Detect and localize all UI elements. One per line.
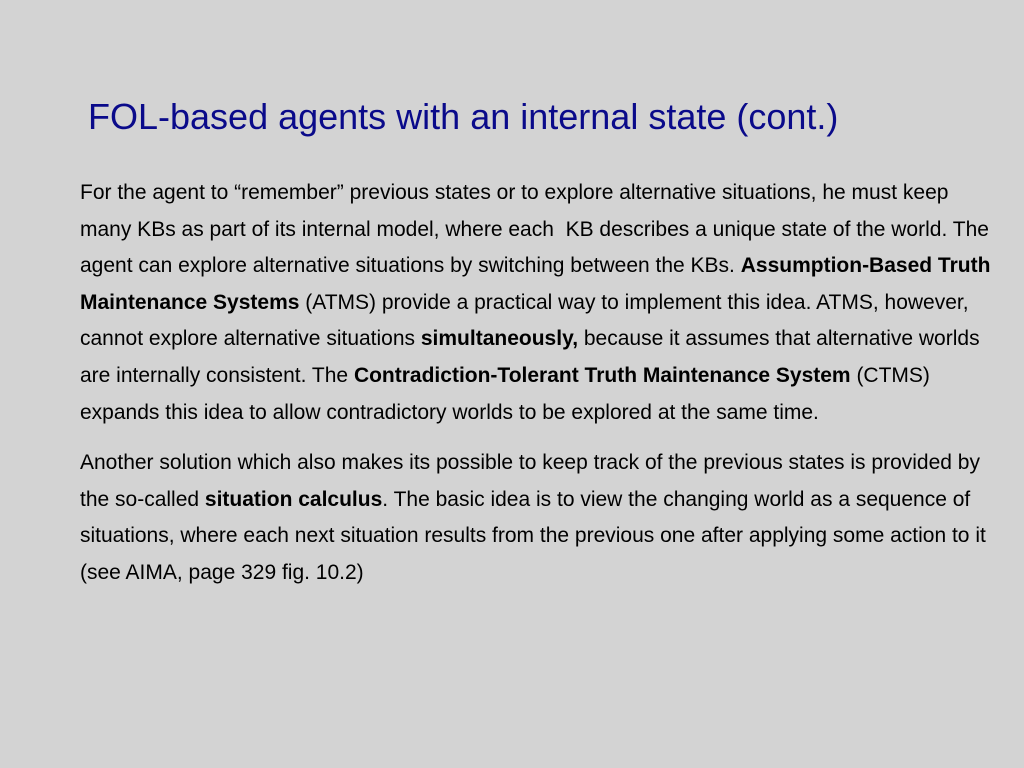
text-run: because it assumes that alternative worlds are internally consistent. The <box>80 327 980 387</box>
paragraph-atms <box>80 175 992 431</box>
text-run: For the agent to “remember” previous states or to explore alternative situations, he must keep many KBs as part of its internal model, where each KB describes a unique state of the world. The agent can explore alternative situations by switching between the KBs. <box>80 181 989 278</box>
bold-term-situation-calculus: situation calculus <box>204 487 383 511</box>
slide-body <box>80 175 992 606</box>
bold-term-simultaneously: simultaneously, <box>420 327 579 351</box>
text-run: Another solution which also makes its possible to keep track of the previous states is provided by the so-called <box>80 451 980 511</box>
paragraph-situation-calculus <box>80 445 992 591</box>
text-run: (CTMS) expands this idea to allow contradictory worlds to be explored at the same time. <box>80 363 930 424</box>
bold-term-atms: Assumption-Based Truth Maintenance Systems <box>80 254 991 314</box>
text-run: (ATMS) provide a practical way to implement this idea. ATMS, however, cannot explore alternative situations <box>80 290 969 351</box>
bold-term-ctms: Contradiction-Tolerant Truth Maintenance System <box>353 363 851 387</box>
slide-title: FOL-based agents with an internal state (cont.) <box>88 96 839 137</box>
text-run: . The basic idea is to view the changing world as a sequence of situations, where each next situation results from the previous one after applying some action to it (see AIMA, page 329 fig. 10.2) <box>80 487 986 584</box>
